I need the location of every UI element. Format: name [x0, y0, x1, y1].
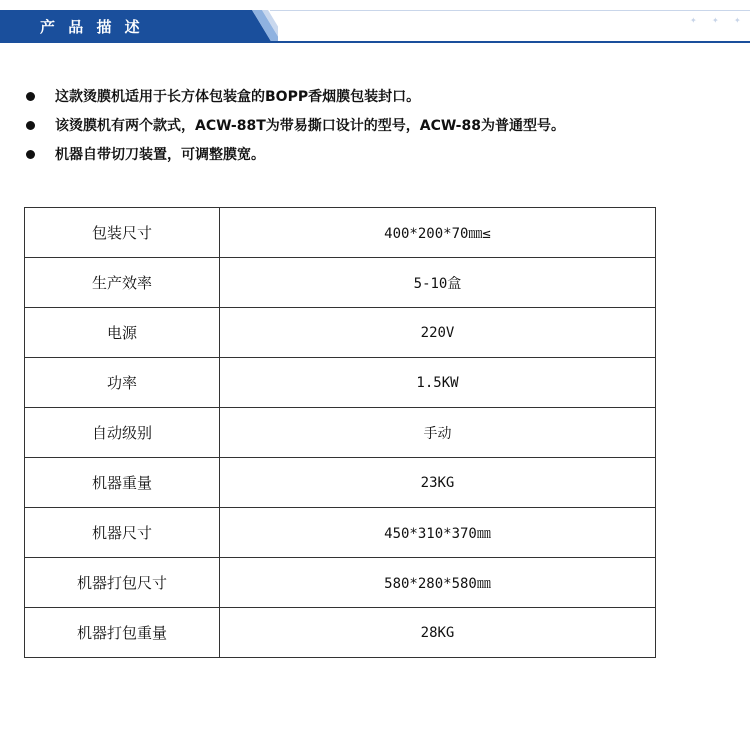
- spec-label: 电源: [25, 308, 220, 358]
- spec-value: 580*280*580㎜: [220, 558, 656, 608]
- spec-value: 400*200*70㎜≤: [220, 208, 656, 258]
- list-item: [24, 115, 724, 144]
- table-row: [25, 258, 656, 308]
- list-item-text: 机器自带切刀装置，可调整膜宽。: [55, 147, 265, 163]
- spec-label: 机器打包重量: [25, 608, 220, 658]
- table-row: [25, 408, 656, 458]
- table-row: [25, 558, 656, 608]
- spec-label: 包装尺寸: [25, 208, 220, 258]
- decor-mark: ✦: [712, 16, 719, 25]
- header-top-rule: [270, 10, 750, 11]
- table-row: [25, 458, 656, 508]
- bullet-icon: [26, 121, 35, 130]
- spec-label: 机器尺寸: [25, 508, 220, 558]
- spec-value: 1.5KW: [220, 358, 656, 408]
- list-item: [24, 86, 724, 115]
- spec-value: 220V: [220, 308, 656, 358]
- spec-table: [24, 207, 656, 658]
- table-row: [25, 508, 656, 558]
- header-rule: [0, 41, 750, 43]
- bullet-icon: [26, 150, 35, 159]
- spec-value: 28KG: [220, 608, 656, 658]
- table-row: [25, 308, 656, 358]
- list-item: [24, 144, 724, 173]
- spec-label: 机器重量: [25, 458, 220, 508]
- feature-list: [24, 86, 724, 173]
- spec-label: 功率: [25, 358, 220, 408]
- spec-label: 自动级别: [25, 408, 220, 458]
- list-item-text: 该烫膜机有两个款式，ACW-88T为带易撕口设计的型号，ACW-88为普通型号。: [55, 118, 565, 134]
- spec-label: 生产效率: [25, 258, 220, 308]
- table-row: [25, 608, 656, 658]
- spec-value: 手动: [220, 408, 656, 458]
- bullet-icon: [26, 92, 35, 101]
- spec-value: 5-10盒: [220, 258, 656, 308]
- spec-value: 450*310*370㎜: [220, 508, 656, 558]
- section-title: 产 品 描 述: [40, 18, 144, 36]
- list-item-text: 这款烫膜机适用于长方体包装盒的BOPP香烟膜包装封口。: [55, 89, 421, 105]
- decor-mark: ✦: [734, 16, 741, 25]
- spec-label: 机器打包尺寸: [25, 558, 220, 608]
- table-row: [25, 358, 656, 408]
- table-row: [25, 208, 656, 258]
- decor-mark: ✦: [690, 16, 697, 25]
- section-header: [0, 10, 750, 44]
- spec-value: 23KG: [220, 458, 656, 508]
